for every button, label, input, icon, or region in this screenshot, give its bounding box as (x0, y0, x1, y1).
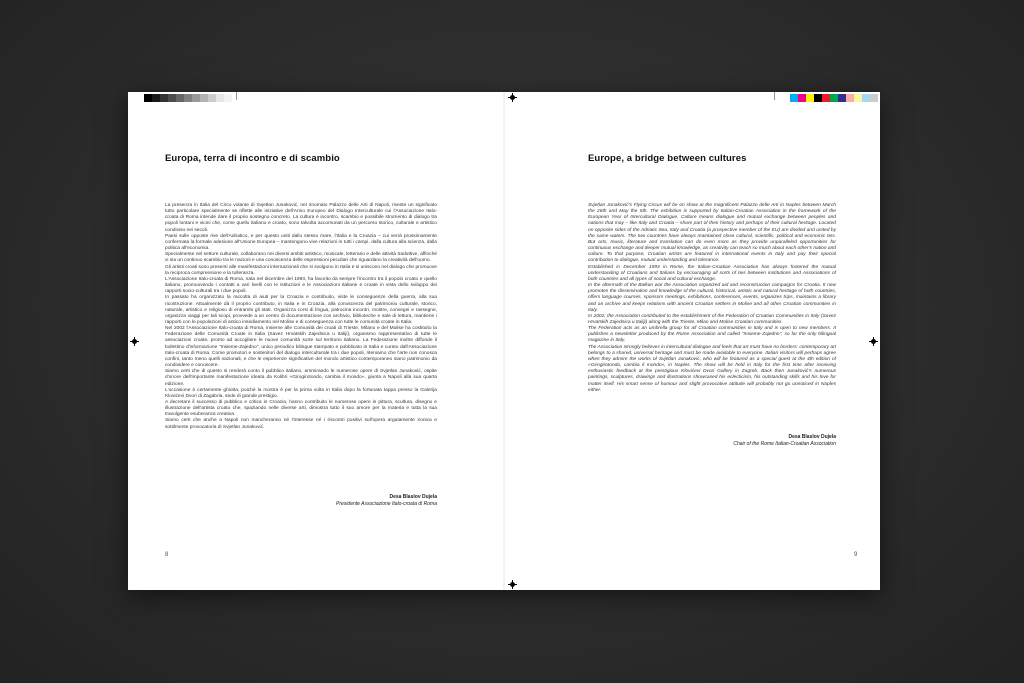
book-spread (128, 92, 880, 590)
right-page-title: Europe, a bridge between cultures (588, 153, 747, 164)
right-page-number: 9 (854, 552, 858, 558)
body-paragraph: In 2002, the Association contributed to the establishment of the Federation of Croatian Communities in Italy (Savez Hrvatskih Zajednica u Italiji) along with the Trieste, Milan and Molise Croatian communities. (588, 313, 836, 325)
page-left (128, 92, 504, 590)
body-paragraph: La presenza in Italia del Circo volante di Svjetlan Junaković, nel rinomato Palazzo delle Arti di Napoli, riveste un significato tutto particolare specialmente se riflette alle iniziative dell'Anno Europeo del Dialogo Interculturale cui l'Associazione Italo-croata di Roma intende dare il proprio sostegno concreto. La cultura è incontro, scambio e possibile strumento di dialogo tra popoli lontani e vicini che, come quello italiano e croato, sono talvolta accomunati da un percorso storico, culturale e artistico condiviso nei secoli. (165, 203, 437, 233)
left-signature (165, 494, 437, 507)
body-paragraph: Established in December 1993 in Rome, the Italian-Croatian Association has always fostered the mutual understanding of Croatians and Italians by encouraging all sorts of ties between institutions and Associations of both countries and all types of social and cultural exchange. (588, 264, 836, 282)
body-paragraph: Paesi sulle opposte rive dell'Adriatico, e per questo uniti dallo stesso mare, l'Italia e la Croazia – cui verrà prossimamente confermata la formale adesione all'Unione Europea – mantengono vive relazioni in tutti i campi, dalla cultura alla scienza, dalla politica all'economia. (165, 233, 437, 252)
body-paragraph: L'Associazione Italo-croata di Roma, nata nel dicembre del 1993, ha favorito da sempre l'incontro tra il popolo croato e quello italiano, promuovendo i contatti a vari livelli con le istituzioni e le Associazioni italiane e croate in vista dello sviluppo dei rapporti socio-culturali tra i due popoli. (165, 276, 437, 295)
left-signature-role: Presidente Associazione Italo-croata di Roma (336, 500, 437, 507)
body-paragraph: Siamo certi che di questo si renderà conto il pubblico italiano, ammirando le numerose opere di Svjetlan Junaković, ospite d'onore dell'importante manifestazione ideata da Kolibri «Girogirotondo, cambia il mondo», giunta a Napoli alla sua quarta edizione. (165, 369, 437, 387)
body-paragraph: L'occasione è certamente ghiotta, poiché la mostra è per la prima volta in Italia dopo la fortunata tappa presso la Galerija Klovićevi Dvori di Zagabria, sede di grande prestigio. (165, 387, 437, 399)
body-paragraph: The Association strongly believes in intercultural dialogue and feels that art must have no borders: contemporary art belongs to a shared, universal heritage and must be made available to everyone. Italian visitors will perhaps agree when they admire the works of Svjetlan Junaković, who will be featured as a special guest at the 4th edition of «Girogirotondo, cambia il mondo», in Naples. The show will be held in Italy for the first time after receiving enthusiastic feedback at the prestigious Klovićevi Dvori Gallery in Zagreb. Back then Junaković's numerous paintings, sculptures, drawings and illustrations showcased his eclecticism, his outstanding skills and his love for matter itself. His smart sense of humour and slight provocative attitude will probably not go unnoticed in Naples either. (588, 344, 836, 393)
page-right (504, 92, 880, 590)
right-page-body (588, 203, 836, 394)
left-page-number: 8 (165, 552, 169, 558)
body-paragraph: In the aftermath of the Balkan war the Association organized aid and reconstruction campaigns for Croatia. It now promotes the dissemination and knowledge of the cultural, historical, artistic and natural heritage of both countries, offers language courses, sponsors meetings, exhibitions, conferences, events, organizes trips, maintains a library and an archive and keeps relations with ancient Croatian settlers in Molise and all other Croatian communities in Italy. (588, 283, 836, 313)
body-paragraph: Gli artisti croati sono presenti alle manifestazioni internazionali che si svolgono in Italia e si uniscono nel dialogo che promuove la reciproca comprensione e la tolleranza. (165, 264, 437, 276)
body-paragraph: Specialmente nel settore culturale, collaborano nei diversi ambiti artistico, musicale, letterario e delle attività traduttive, affinché vi sia un continuo scambio tra le nazioni e una conoscenza delle espressioni peculiari che riguardano la creatività dell'uomo. (165, 252, 437, 264)
body-paragraph: Svjetlan Junaković's Flying Circus will be on show at the magnificent Palazzo delle Arti in Naples between March the 26th and May the 5th. The exhibition is supported by Italian-Croatian Association in the framework of the European Year of Intercultural Dialogue. Culture means dialogue and mutual exchange between peoples and nations that may – like Italy and Croatia – share part of their history and perhaps of their cultural heritage. Located on opposite sides of the Adriatic Sea, Italy and Croatia (a prospective member of the EU) are divided and united by the same waters. The two countries have always maintained close cultural, scientific, political and economic ties. But arts, music, literature and translation can do even more as they provide unparalleled opportunities for continuous exchange and deeper mutual knowledge, as creativity can teach so much about each other's nation and culture. To that purpose, Croatian artists are featured in international events in Italy and pay their special contribution to dialogue, mutual understanding and tolerance. (588, 203, 836, 264)
body-paragraph: Nel 2002 l'Associazione Italo-croata di Roma, insieme alle Comunità dei croati di Trieste, Milano e del Molise ha costituito la Federazione delle Comunità Croate in Italia (Savez Hrvatskih Zajednica u Italiji), organismo rappresentativo di tutte le associazioni croate, pronto ad accogliere le nuove comunità sorte sul territorio italiano. La Federazione inoltre diffonde il bollettino d'informazione "Insieme-Zajedno", unico periodico bilingue stampato e pubblicato in Italia e curato dall'Associazione Italo-croata di Roma. Come promotori e sostenitori del dialogo interculturale tra i due popoli, riteniamo che l'arte non conosca confini, tanto meno quelli nazionali, e che le esperienze significative del mondo artistico contemporaneo siano patrimonio da condividere e conoscere. (165, 326, 437, 369)
body-paragraph: A decretare il successo di pubblico e critica in Croazia, hanno contribuito le numerose opere in pittura, scultura, disegno e illustrazione dell'artista croato che, spaziando nelle diverse arti, dimostra tutto il suo amore per la materia e tutta la sua travolgente esuberanza creativa. (165, 400, 437, 418)
left-page-body (165, 203, 437, 431)
body-paragraph: In passato ha organizzato la raccolta di aiuti per la Croazia e contribuito, viste le conseguenze della guerra, alla sua ricostruzione. Attualmente dà il proprio contributo, in Italia e in Croazia, alla conoscenza del patrimonio culturale, storico, naturale, artistico e religioso di entrambi gli stati. Organizza corsi di lingua, patrocina incontri, mostre, convegni e rassegne, organizza viaggi per tali scopi, provvede a un centro di documentazione con archivio, biblioteche e sale di lettura, mantiene i rapporti con le popolazioni di antico insediamento nel Molise e di conseguenza con tutte le comunità croate in Italia. (165, 295, 437, 325)
right-signature-role: Chair of the Rome Italian-Croatian Association (733, 440, 836, 447)
left-page-title: Europa, terra di incontro e di scambio (165, 153, 340, 164)
right-signature-name: Desa Blaslov Dujela (788, 434, 836, 440)
left-signature-name: Desa Blaslov Dujela (389, 494, 437, 500)
body-paragraph: The Federation acts as an umbrella group for all Croatian communities in Italy and is open to new members. It publishes a newsletter produced by the Rome Association and called "Insieme-Zajedno", so far the only bilingual magazine in Italy. (588, 326, 836, 344)
body-paragraph: Siamo certi che anche a Napoli non mancheranno né l'interesse né i riscontri positivi sull'opera argutamente ironica e sottilmente provocatoria di Svjetlan Junaković. (165, 418, 437, 430)
right-signature (588, 434, 836, 447)
